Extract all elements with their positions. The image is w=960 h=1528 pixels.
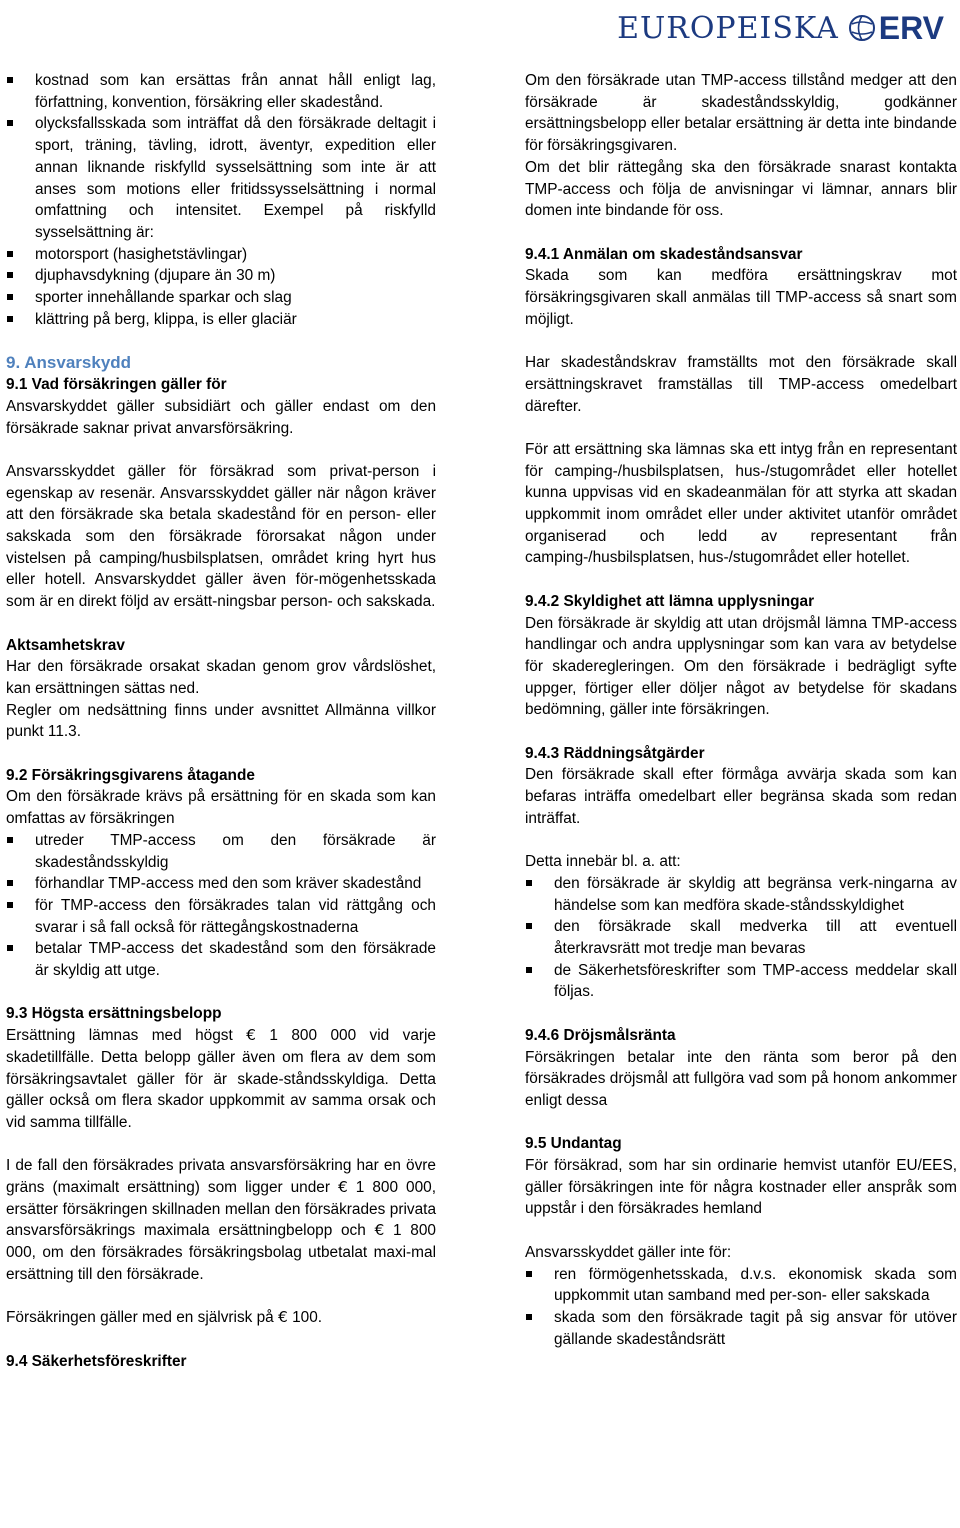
list-item: utreder TMP-access om den försäkrade är skadeståndsskyldig — [6, 830, 436, 873]
section-9-1-paragraph: Ansvarsskyddet gäller för försäkrad som privat-person i egenskap av resenär. Ansvarsskyddet gäller när någon kräver att den försäkrade ska betala skadestånd för en person- eller sakskada som den försäkrade förorsakat någon under vistelsen på camping/husbilsplatsen, området kring hyrt hus eller hotell. Ansvarskyddet gäller även för-mögenhetsskada som är en direkt följd av ersätt-ningsbar person- och sakskada. — [6, 462, 436, 611]
section-9-3-title: 9.3 Högsta ersättningsbelopp — [6, 1005, 222, 1023]
list-item: ren förmögenhetsskada, d.v.s. ekonomisk skada som uppkommit utan samband med per-son- eller sakskada — [525, 1264, 957, 1307]
euro-icon: € — [374, 1221, 385, 1240]
aktsamhet-title: Aktsamhetskrav — [6, 636, 125, 654]
list-item: den försäkrade skall medverka till att eventuell återkravsrätt mot tredje man bevaras — [525, 916, 957, 959]
section-9-5-list — [525, 1264, 957, 1351]
aktsamhet-paragraph: Har den försäkrade orsakat skadan genom grov vårdslöshet, kan ersättningen sättas ned. — [6, 658, 436, 697]
section-9-4-3-list — [525, 873, 957, 1003]
logo-erv-text: ERV — [878, 9, 944, 46]
logo-text: EUROPEISKA — [617, 10, 839, 46]
section-9-4-3-title: 9.4.3 Räddningsåtgärder — [525, 744, 705, 762]
section-9-3-paragraph: I de fall den försäkrades privata ansvarsförsäkring har en övre gräns (maximalt ersättning) som ligger under € 1 800 000, ersätter försäkringen skillnaden mellan den försäkrades privata ansvarsförsäkrings maximala ersättningbelopp och € 1 800 000, om den försäkrades försäkringsbolag utbetalat maxi-mal ersättning till den försäkrade. — [6, 1157, 436, 1283]
section-9-1-paragraph: Ansvarskyddet gäller subsidiärt och gäller endast om den försäkrade saknar privat anvarsförsäkring. — [6, 397, 436, 437]
list-item: skada som den försäkrade tagit på sig ansvar för utöver gällande skadeståndsrätt — [525, 1307, 957, 1350]
section-9-title: 9. Ansvarskydd — [6, 353, 132, 373]
paragraph: Har skadeståndskrav framställts mot den försäkrade skall ersättningskravet framställas till TMP-access omedelbart därefter. — [525, 354, 957, 415]
paragraph: Skada som kan medföra ersättningskrav mot försäkringsgivaren skall anmälas till TMP-access så snart som möjligt. — [525, 267, 957, 328]
euro-icon: € — [246, 1026, 256, 1045]
aktsamhet-paragraph: Regler om nedsättning finns under avsnittet Allmänna villkor punkt 11.3. — [6, 701, 436, 741]
paragraph: Försäkringen betalar inte den ränta som beror på den försäkrades dröjsmål att fullgöra vad som på honom ankommer enligt dessa — [525, 1048, 957, 1109]
section-9-5-title: 9.5 Undantag — [525, 1135, 622, 1153]
section-9-4-title: 9.4 Säkerhetsföreskrifter — [6, 1352, 187, 1370]
euro-icon: € — [278, 1308, 288, 1327]
list-item: klättring på berg, klippa, is eller glaciär — [6, 309, 436, 331]
paragraph: För försäkrad, som har sin ordinarie hemvist utanför EU/EES, gäller försäkringen inte för några kostnader eller anspråk som uppstår i den försäkrades hemland — [525, 1157, 957, 1218]
euro-icon: € — [338, 1178, 348, 1197]
section-9-3-paragraph: Ersättning lämnas med högst € 1 800 000 vid varje skadetillfälle. Detta belopp gäller även om flera av dem som försäkringsavtalet gäller för är skade-ståndsskyldiga. Detta gäller också om flera skador uppkommit av samma orsak och vid samma tillfälle. — [6, 1026, 436, 1131]
list-item: kostnad som kan ersättas från annat håll enligt lag, författning, konvention, försäkring eller skadestånd. — [6, 70, 436, 113]
erv-globe-icon — [849, 15, 875, 41]
section-9-4-6-title: 9.4.6 Dröjsmålsränta — [525, 1026, 676, 1044]
section-9-1-title: 9.1 Vad försäkringen gäller för — [6, 376, 227, 394]
list-item: olycksfallsskada som inträffat då den försäkrade deltagit i sport, träning, tävling, idrott, äventyr, expedition eller annan liknande riskfylld sysselsättning som inte är att anses som motions eller fritidssysselsättning i normal omfattning och intensitet. Exempel på riskfylld sysselsättning är: — [6, 113, 436, 243]
section-9-2-list — [6, 830, 436, 982]
paragraph: Om den försäkrade utan TMP-access tillstånd medger att den försäkrade är skadeståndsskyldig, godkänner ersättningsbelopp eller betalar ersättning är detta inte bindande för försäkringsgivaren. — [525, 72, 957, 155]
list-item: förhandlar TMP-access med den som kräver skadestånd — [6, 873, 436, 895]
list-item: betalar TMP-access det skadestånd som den försäkrade är skyldig att utge. — [6, 938, 436, 981]
list-item: motorsport (hasighetstävlingar) — [6, 244, 436, 266]
list-item: djuphavsdykning (djupare än 30 m) — [6, 265, 436, 287]
section-9-4-1-title: 9.4.1 Anmälan om skadeståndsansvar — [525, 245, 803, 263]
paragraph: Om det blir rättegång ska den försäkrade snarast kontakta TMP-access och följa de anvisningar vi lämnar, annars blir domen inte bindande för oss. — [525, 158, 957, 220]
paragraph: Detta innebär bl. a. att: — [525, 853, 681, 871]
logo-erv — [849, 10, 944, 47]
paragraph: Ansvarsskyddet gäller inte för: — [525, 1243, 732, 1261]
paragraph: Den försäkrade skall efter förmåga avvärja skada som kan befaras inträffa omedelbart eller begränsa skada som redan inträffat. — [525, 766, 957, 827]
section-9-3-paragraph: Försäkringen gäller med en självrisk på € 100. — [6, 1308, 323, 1327]
section-9-2-intro: Om den försäkrade krävs på ersättning för en skada som kan omfattas av försäkringen — [6, 788, 436, 828]
section-9-4-2-title: 9.4.2 Skyldighet att lämna upplysningar — [525, 592, 815, 610]
list-item: för TMP-access den försäkrades talan vid rättgång och svarar i så fall också för rättegångskostnaderna — [6, 895, 436, 938]
paragraph: För att ersättning ska lämnas ska ett intyg från en representant för camping-/husbilsplatsen, hus-/stugområdet eller hotellet kunna uppvisas vid en skadeanmälan för att styrka att skadan uppkommit inom området eller under aktivitet utanför området organiserad och ledd av representant från camping-/husbilsplatsen, hus-/stugområdet eller hotellet. — [525, 440, 957, 567]
company-logo — [617, 8, 944, 48]
paragraph: Den försäkrade är skyldig att utan dröjsmål lämna TMP-access handlingar och andra upplysningar som kan vara av betydelse för skaderegleringen. Om den försäkrade i bedrägligt syfte uppger, förtiger eller döljer något av betydelse för skadans bedömning, gäller inte försäkringen. — [525, 614, 957, 719]
section-9-2-title: 9.2 Försäkringsgivarens åtagande — [6, 766, 255, 784]
list-item: sporter innehållande sparkar och slag — [6, 287, 436, 309]
list-item: de Säkerhetsföreskrifter som TMP-access meddelar skall följas. — [525, 960, 957, 1003]
list-item: den försäkrade är skyldig att begränsa verk-ningarna av händelse som kan medföra skade-ståndsskyldighet — [525, 873, 957, 916]
exclusions-list — [6, 70, 436, 330]
left-column — [6, 70, 436, 1372]
right-column — [525, 70, 957, 1350]
